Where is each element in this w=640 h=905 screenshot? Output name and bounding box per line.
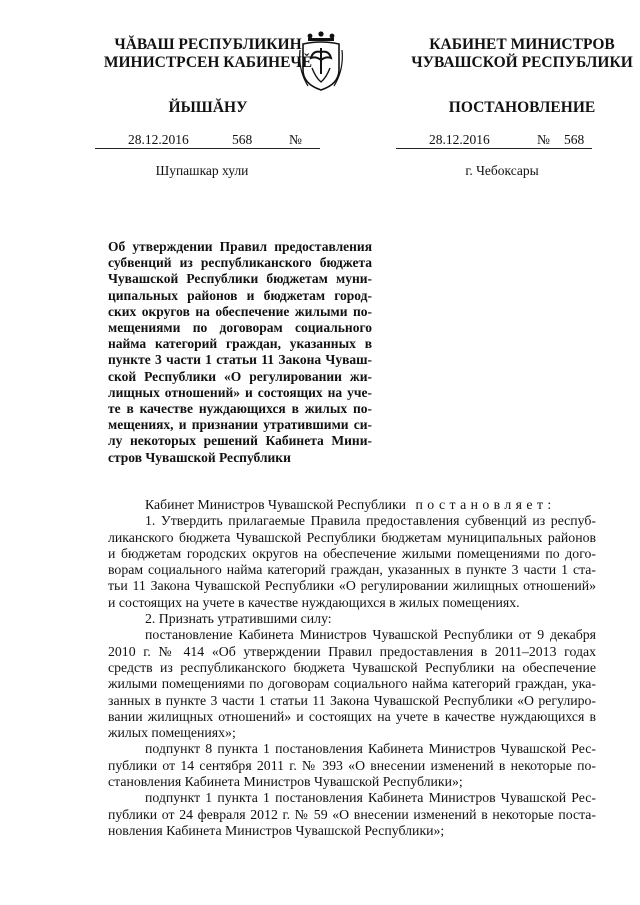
doc-type-right: ПОСТАНОВЛЕНИЕ [448,99,596,116]
paragraph-line: средств из республиканского бюджета Чувашской Республики на обеспечение [108,659,596,675]
paragraph-line: и бюджетам городских округов на обеспечение жилыми помещениями по дого- [108,545,596,561]
subject-line: те в качестве нуждающихся в жилых по- [108,401,372,417]
number-sign-left: № [289,132,302,147]
paragraph-line: 1. Утвердить прилагаемые Правила предоставления субвенций из респуб- [145,513,596,529]
preamble-verb: постановляет: [415,497,556,512]
chuvash-emblem-icon [298,30,344,96]
subject-line: Чувашской Республики бюджетам муни- [108,271,372,287]
header-right-line-2: ЧУВАШСКОЙ РЕСПУБЛИКИ [411,54,633,71]
place-right: г. Чебоксары [465,163,539,178]
paragraph-2b [108,741,596,790]
paragraph-line: ворам социального найма категорий граждан, указанных в пункте 3 части 1 ста- [108,562,596,578]
paragraph-line: жилыми помещениями по договорам социального найма категорий граждан, ука- [108,676,596,692]
paragraph-line: подпункт 1 пункта 1 постановления Кабинета Министров Чувашской Рес- [145,790,596,806]
paragraph-2-title [108,611,596,627]
header-left-line-2: МИНИСТРСЕН КАБИНЕЧĚ [103,54,313,71]
preamble [108,497,596,513]
header-right-title [402,36,640,72]
subject-line: найма категорий граждан, указанных в [108,336,372,352]
subject-line: пункте 3 части 1 статьи 11 Закона Чуваш- [108,352,372,368]
paragraph-line: занных в пункте 3 части 1 статьи 11 Закона Чувашской Республики «О регулиро- [108,692,596,708]
header-left-line-1: ЧĂВАШ РЕСПУБЛИКИН [114,36,302,53]
paragraph-line: вании жилищных отношений» и состоящих на учете в качестве нуждающихся в [108,708,596,724]
subject-line: мещениями по договорам социального [108,320,372,336]
paragraph-line: ликанского бюджета Чувашской Республики бюджетам муниципальных районов [108,529,596,545]
doc-type-left: ЙЫШĂНУ [168,99,248,116]
subject-line: ских округов на обеспечение жилыми по- [108,303,372,319]
paragraph-line: становления Кабинета Министров Чувашской Республики»; [108,774,463,790]
subject-line: лищных отношений» и состоящих на уче- [108,384,372,400]
date-line-right [396,132,592,149]
header-right-line-1: КАБИНЕТ МИНИСТРОВ [429,36,615,53]
paragraph-line: 2010 г. № 414 «Об утверждении Правил предоставления в 2011–2013 годах [108,643,596,659]
subject-line: Об утверждении Правил предоставления [108,239,372,254]
subject-line: лу некоторых решений Кабинета Мини- [108,433,372,449]
date-left: 28.12.2016 [128,132,189,147]
number-sign-right: № [537,132,550,147]
date-right: 28.12.2016 [429,132,490,147]
subject-line: ципальных районов и бюджетам город- [108,287,372,303]
paragraph-line: публики от 24 февраля 2012 г. № 59 «О внесении изменений в некоторые поста- [108,806,596,822]
subject-line: субвенций из республиканского бюджета [108,255,372,271]
date-line-left [95,132,320,149]
subject-line: ской Республики «О регулировании жи- [108,368,372,384]
paragraph-line: 2. Признать утратившими силу: [145,611,332,627]
place-left: Шупашкар хули [155,163,249,178]
paragraph-2c [108,790,596,839]
document-body [108,497,596,839]
paragraph-line: жилых помещениях»; [108,725,236,741]
paragraph-line: постановление Кабинета Министров Чувашской Республики от 9 декабря [145,627,596,643]
subject-line: мещениях, и признании утратившими си- [108,417,372,433]
paragraph-line: новления Кабинета Министров Чувашской Республики»; [108,822,445,838]
paragraph-line: и состоящих на учете в качестве нуждающихся в жилых помещениях. [108,594,520,610]
paragraph-line: тьи 11 Закона Чувашской Республики «О регулировании жилищных отношений» [108,578,596,594]
header-left-title [88,36,328,72]
subject-line: стров Чувашской Республики [108,449,291,465]
number-left: 568 [232,132,253,147]
paragraph-1 [108,513,596,611]
document-subject [108,239,372,466]
number-right: 568 [564,132,585,147]
preamble-text: Кабинет Министров Чувашской Республики [145,497,407,512]
paragraph-line: подпункт 8 пункта 1 постановления Кабинета Министров Чувашской Рес- [145,741,596,757]
paragraph-line: публики от 14 сентября 2011 г. № 393 «О внесении изменений в некоторые по- [108,757,596,773]
paragraph-2a [108,627,596,741]
